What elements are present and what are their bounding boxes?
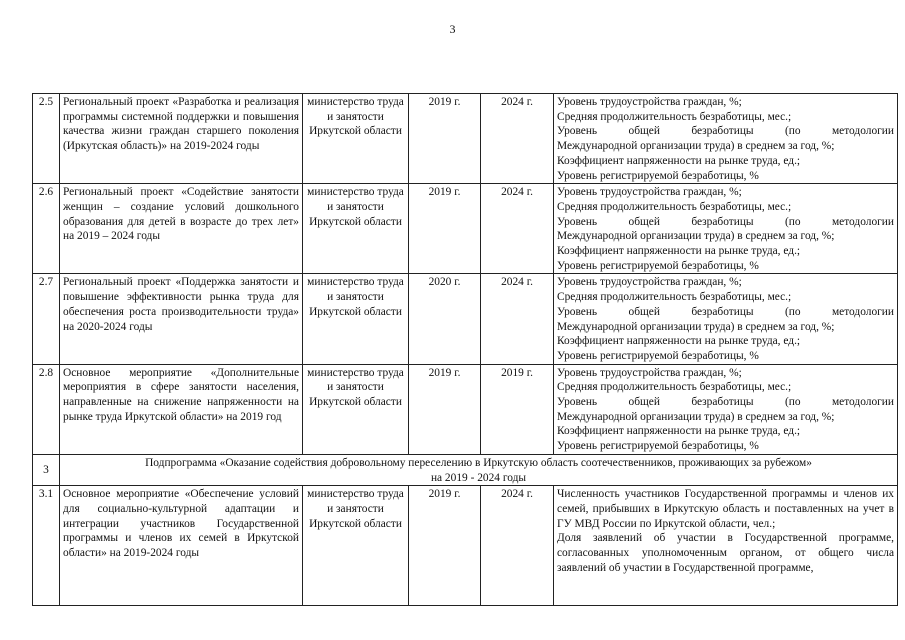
executor: министерство труда и занятости Иркутской области: [303, 274, 409, 364]
indicator: Уровень регистрируемой безработицы, %: [557, 259, 759, 272]
start-year: 2020 г.: [409, 274, 481, 364]
indicator: Коэффициент напряженности на рынке труда, ед.;: [557, 335, 801, 348]
indicator: Коэффициент напряженности на рынке труда, ед.;: [557, 154, 801, 167]
indicator: Уровень трудоустройства граждан, %;: [557, 96, 742, 108]
start-year: 2019 г.: [409, 184, 481, 274]
indicator: Уровень регистрируемой безработицы, %: [557, 349, 759, 362]
end-year: 2024 г.: [481, 274, 554, 364]
indicator: Уровень трудоустройства граждан, %;: [557, 366, 742, 379]
indicator: Доля заявлений об участии в Государственной программе, согласованных уполномоченным органом, от общего числа заявлений об участии в Государственной программе,: [557, 532, 894, 574]
end-year: 2024 г.: [481, 184, 554, 274]
program-table: [32, 93, 898, 606]
indicator: Уровень регистрируемой безработицы, %: [557, 440, 759, 453]
indicator: Уровень общей безработицы (по методологии: [557, 305, 894, 318]
row-number: 2.6: [33, 184, 60, 274]
activity-name: Региональный проект «Содействие занятости женщин – создание условий дошкольного образования для детей в возрасте до трех лет» на 2019 – 2024 годы: [60, 184, 303, 274]
subprogram-title-line: на 2019 - 2024 годы: [430, 471, 527, 484]
subprogram-title: [60, 454, 898, 485]
table-row: [33, 94, 898, 184]
table-row: [33, 184, 898, 274]
indicator: Коэффициент напряженности на рынке труда, ед.;: [557, 425, 801, 438]
end-year: 2019 г.: [481, 364, 554, 454]
subprogram-title-line: Подпрограмма «Оказание содействия добровольному переселению в Иркутскую область соотечественников, проживающих за рубежом»: [145, 456, 812, 469]
indicator: Средняя продолжительность безработицы, мес.;: [557, 381, 792, 394]
indicator: Средняя продолжительность безработицы, мес.;: [557, 110, 792, 123]
page-number: 3: [449, 22, 456, 36]
start-year: 2019 г.: [409, 486, 481, 606]
table-row: [33, 486, 898, 606]
row-number: 2.5: [33, 94, 60, 184]
subprogram-row: [33, 454, 898, 485]
end-year: 2024 г.: [481, 94, 554, 184]
indicator: Международной организации труда) в среднем за год, %;: [557, 410, 835, 423]
row-number: 2.8: [33, 364, 60, 454]
indicator: Средняя продолжительность безработицы, мес.;: [557, 200, 792, 213]
indicator: Уровень общей безработицы (по методологии: [557, 215, 894, 228]
indicator: Уровень трудоустройства граждан, %;: [557, 186, 742, 199]
executor: министерство труда и занятости Иркутской области: [303, 486, 409, 606]
executor: министерство труда и занятости Иркутской области: [303, 94, 409, 184]
subprogram-number: 3: [33, 454, 60, 485]
indicators-cell: [554, 274, 898, 364]
table-row: [33, 274, 898, 364]
indicator: Уровень общей безработицы (по методологии: [557, 396, 894, 409]
indicators-cell: [554, 364, 898, 454]
indicator: Международной организации труда) в среднем за год, %;: [557, 320, 835, 333]
indicator: Коэффициент напряженности на рынке труда, ед.;: [557, 245, 801, 258]
row-number: 3.1: [33, 486, 60, 606]
start-year: 2019 г.: [409, 364, 481, 454]
indicators-cell: [554, 94, 898, 184]
indicator: Международной организации труда) в среднем за год, %;: [557, 140, 835, 153]
activity-name: Основное мероприятие «Дополнительные мероприятия в сфере занятости населения, направленные на снижение напряженности на рынке труда Иркутской области» на 2019 год: [60, 364, 303, 454]
indicator: Уровень трудоустройства граждан, %;: [557, 276, 742, 289]
indicator: Уровень регистрируемой безработицы, %: [557, 169, 759, 182]
table-row: [33, 364, 898, 454]
executor: министерство труда и занятости Иркутской области: [303, 184, 409, 274]
indicator: Уровень общей безработицы (по методологии: [557, 125, 894, 138]
activity-name: Региональный проект «Разработка и реализация программы системной поддержки и повышения качества жизни граждан старшего поколения (Иркутская область)» на 2019-2024 годы: [60, 94, 303, 184]
end-year: 2024 г.: [481, 486, 554, 606]
indicator: Средняя продолжительность безработицы, мес.;: [557, 291, 792, 304]
row-number: 2.7: [33, 274, 60, 364]
start-year: 2019 г.: [409, 94, 481, 184]
indicators-cell: [554, 184, 898, 274]
executor: министерство труда и занятости Иркутской области: [303, 364, 409, 454]
indicator: Численность участников Государственной программы и членов их семей, прибывших в Иркутскую область и поставленных на учет в ГУ МВД России по Иркутской области, чел.;: [557, 488, 894, 530]
activity-name: Региональный проект «Поддержка занятости и повышение эффективности рынка труда для обеспечения роста производительности труда» на 2020-2024 годы: [60, 274, 303, 364]
indicator: Международной организации труда) в среднем за год, %;: [557, 230, 835, 243]
activity-name: Основное мероприятие «Обеспечение условий для социально-культурной адаптации и интеграции участников Государственной программы и членов их семей в Иркутской области» на 2019-2024 годы: [60, 486, 303, 606]
indicators-cell: [554, 486, 898, 606]
